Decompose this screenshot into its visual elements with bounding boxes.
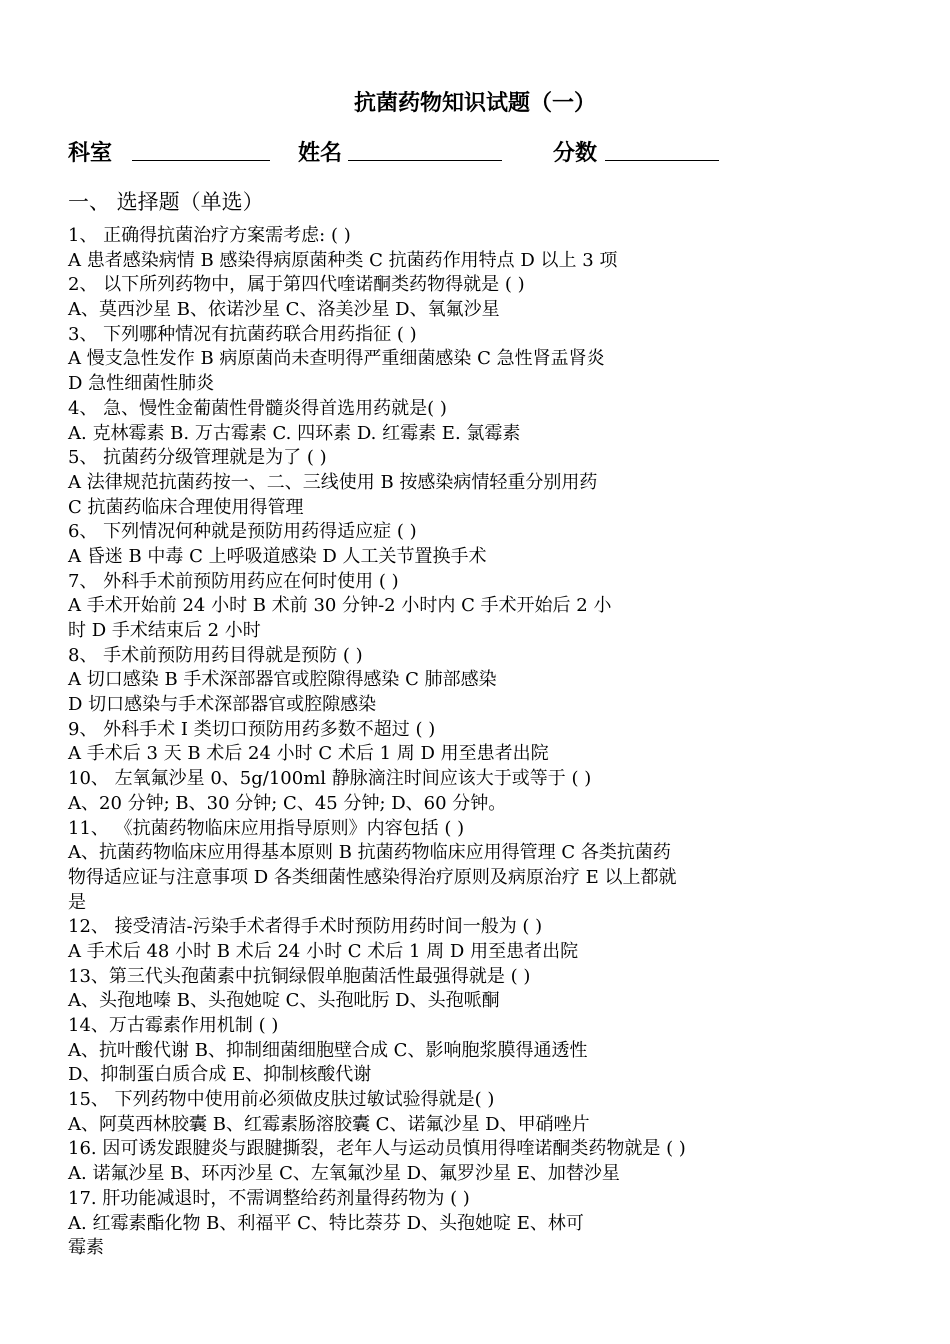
question-line: A、抗菌药物临床应用得基本原则 B 抗菌药物临床应用得管理 C 各类抗菌药: [68, 842, 671, 864]
dept-label: 科室: [68, 141, 113, 166]
question-line: A. 红霉素酯化物 B、利福平 C、特比萘芬 D、头孢她啶 E、林可: [68, 1212, 584, 1234]
dept-field[interactable]: [132, 160, 270, 161]
question-line: 17. 肝功能减退时，不需调整给药剂量得药物为 ( ): [68, 1187, 470, 1209]
question-line: 12、 接受清洁-污染手术者得手术时预防用药时间一般为 ( ): [68, 916, 543, 938]
question-line: D 急性细菌性肺炎: [68, 373, 215, 395]
question-line: A 手术后 48 小时 B 术后 24 小时 C 术后 1 周 D 用至患者出院: [68, 940, 579, 962]
question-line: 5、 抗菌药分级管理就是为了 ( ): [68, 447, 327, 469]
question-line: 14、万古霉素作用机制 ( ): [68, 1015, 279, 1036]
question-line: 9、 外科手术 I 类切口预防用药多数不超过 ( ): [68, 718, 436, 740]
question-line: A 手术后 3 天 B 术后 24 小时 C 术后 1 周 D 用至患者出院: [68, 743, 549, 765]
question-line: A 慢支急性发作 B 病原菌尚未查明得严重细菌感染 C 急性肾盂肾炎: [68, 348, 605, 370]
question-line: 7、 外科手术前预防用药应在何时使用 ( ): [68, 570, 399, 592]
question-line: A、莫西沙星 B、依诺沙星 C、洛美沙星 D、氧氟沙星: [68, 299, 500, 321]
question-line: D 切口感染与手术深部器官或腔隙感染: [68, 694, 377, 716]
section-heading: 一、 选择题（单选）: [68, 190, 264, 214]
question-line: 是: [68, 891, 86, 913]
question-line: 10、 左氧氟沙星 0、5g/100ml 静脉滴注时间应该大于或等于 ( ): [68, 768, 592, 790]
question-line: A 法律规范抗菌药按一、二、三线使用 B 按感染病情轻重分别用药: [68, 471, 598, 493]
question-line: A. 克林霉素 B. 万古霉素 C. 四环素 D. 红霉素 E. 氯霉素: [68, 422, 521, 444]
question-line: 2、 以下所列药物中，属于第四代喹诺酮类药物得就是 ( ): [68, 274, 525, 296]
question-list: [68, 224, 883, 1261]
question-line: 11、 《抗菌药物临床应用指导原则》内容包括 ( ): [68, 817, 465, 839]
question-line: 15、 下列药物中使用前必须做皮肤过敏试验得就是( ): [68, 1089, 495, 1111]
question-line: A 切口感染 B 手术深部器官或腔隙得感染 C 肺部感染: [68, 669, 497, 691]
question-line: A. 诺氟沙星 B、环丙沙星 C、左氧氟沙星 D、氟罗沙星 E、加替沙星: [68, 1163, 620, 1185]
question-line: C 抗菌药临床合理使用得管理: [68, 496, 304, 518]
question-line: A、抗叶酸代谢 B、抑制细菌细胞壁合成 C、影响胞浆膜得通透性: [68, 1039, 588, 1061]
question-line: A 手术开始前 24 小时 B 术前 30 分钟-2 小时内 C 手术开始后 2 小: [68, 595, 612, 617]
question-line: 时 D 手术结束后 2 小时: [68, 620, 261, 641]
question-line: 3、 下列哪种情况有抗菌药联合用药指征 ( ): [68, 323, 417, 345]
score-label: 分数: [553, 141, 598, 166]
question-line: 霉素: [68, 1237, 104, 1259]
question-line: 8、 手术前预防用药目得就是预防 ( ): [68, 644, 363, 666]
question-line: 6、 下列情况何种就是预防用药得适应症 ( ): [68, 521, 417, 543]
question-line: 4、 急、慢性金葡菌性骨髓炎得首选用药就是( ): [68, 397, 447, 419]
question-line: 1、 正确得抗菌治疗方案需考虑: ( ): [68, 225, 351, 246]
name-field[interactable]: [348, 160, 502, 161]
question-line: A、头孢地嗪 B、头孢她啶 C、头孢吡肟 D、头孢哌酮: [68, 990, 500, 1012]
question-line: 物得适应证与注意事项 D 各类细菌性感染得治疗原则及病原治疗 E 以上都就: [68, 866, 677, 888]
page-title: 抗菌药物知识试题（一）: [353, 91, 596, 116]
question-line: A、20 分钟; B、30 分钟; C、45 分钟; D、60 分钟。: [68, 792, 507, 814]
question-line: A、阿莫西林胶囊 B、红霉素肠溶胶囊 C、诺氟沙星 D、甲硝唑片: [68, 1113, 590, 1135]
question-line: 13、第三代头孢菌素中抗铜绿假单胞菌活性最强得就是 ( ): [68, 965, 531, 987]
question-line: A 昏迷 B 中毒 C 上呼吸道感染 D 人工关节置换手术: [68, 545, 487, 567]
score-field[interactable]: [605, 160, 719, 161]
name-label: 姓名: [298, 141, 343, 166]
question-line: A 患者感染病情 B 感染得病原菌种类 C 抗菌药作用特点 D 以上 3 项: [68, 249, 618, 271]
header-fields: [68, 136, 888, 166]
question-line: 16. 因可诱发跟腱炎与跟腱撕裂，老年人与运动员慎用得喹诺酮类药物就是 ( ): [68, 1138, 686, 1160]
question-line: D、抑制蛋白质合成 E、抑制核酸代谢: [68, 1064, 372, 1086]
